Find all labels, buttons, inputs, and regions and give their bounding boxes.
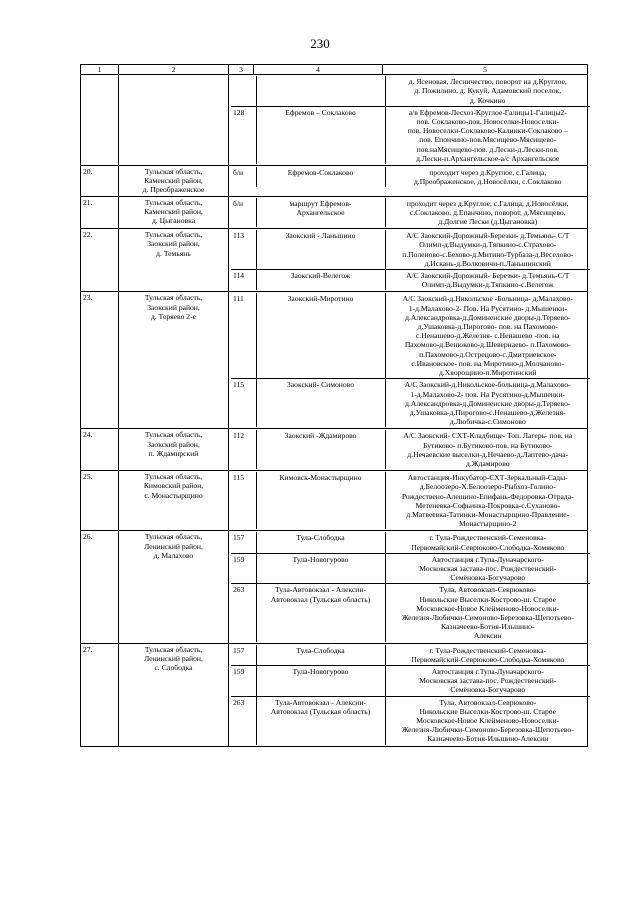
route-row bbox=[231, 198, 590, 228]
route-path-line: Бутиково- п.Бутиково-пов. на Бутиково- bbox=[423, 440, 553, 450]
route-path-cell bbox=[385, 230, 590, 269]
routes-cell bbox=[229, 166, 588, 197]
route-path-line: 1-д.Малахово-2- Пов. На Русятино- д.Мышенки- bbox=[408, 303, 567, 313]
route-name-line: Автовокзал (Тульская область) bbox=[270, 706, 371, 716]
route-number: 111 bbox=[231, 293, 256, 378]
route-name-line: Автовокзал (Тульская область) bbox=[270, 594, 371, 604]
route-name-cell bbox=[256, 106, 385, 164]
settlement-cell bbox=[119, 429, 229, 471]
route-path-line: д.Нечаевские выселки-д.Нечаево-д.Лаптево-дача- bbox=[407, 449, 569, 459]
route-path-line: д.Ждамирово bbox=[465, 458, 510, 468]
route-number: 128 bbox=[233, 107, 245, 117]
route-path-line: Автостанция-Инкубатор-СХТ-Зеркальный-Сады- bbox=[407, 473, 568, 483]
route-row bbox=[231, 270, 590, 291]
settlement-line: д. Теряево 2-е bbox=[151, 311, 196, 321]
route-path-line: д.Белоозеро-Х.Белоозеро-Рыбхоз-Голино- bbox=[419, 482, 556, 492]
routes-table bbox=[80, 64, 588, 747]
route-number: 112 bbox=[233, 431, 245, 441]
route-path-line: пов.наМясищево-пов. д.Лески-д.Лески-пов. bbox=[416, 144, 559, 154]
route-name-cell bbox=[256, 76, 385, 106]
route-path-line: Олимп-д.Выдумки-д.Тяпкино-с.Страхово- bbox=[419, 240, 557, 250]
route-name-line: маршрут Ефремов- bbox=[289, 198, 352, 208]
route-row bbox=[231, 293, 590, 378]
table-row bbox=[81, 166, 588, 197]
row-number bbox=[81, 75, 119, 166]
settlement-cell bbox=[119, 643, 229, 746]
settlement-line: Тульская область, bbox=[144, 430, 203, 440]
route-path-line: А/С Заокский- СХТ-Кладбище- Топ. Лагерь- пов. на bbox=[403, 431, 573, 441]
route-path-line: Метеневка-Софьинка-Покровка-с.Суханово- bbox=[415, 500, 560, 510]
settlement-line: Ленинский район, bbox=[144, 653, 203, 663]
table-body bbox=[81, 75, 588, 746]
route-path-cell bbox=[385, 167, 590, 187]
route-path-line: Тула, Автовокзал-Севрюково- bbox=[439, 585, 537, 595]
settlement-line: Тульская область, bbox=[144, 230, 203, 240]
settlement-line: д. Цыгановка bbox=[151, 216, 196, 226]
routes-subtable bbox=[231, 645, 590, 745]
table-header-row bbox=[81, 65, 588, 75]
routes-cell bbox=[229, 643, 588, 746]
routes-subtable bbox=[231, 230, 590, 290]
route-path-line: с.Соклаково, д.Епанчино, поворот, д.Мясищево, bbox=[409, 207, 566, 217]
route-path-line: А/С Заокский-Дорожный-Березки- д.Темьянь- С/Т bbox=[406, 231, 570, 241]
route-row bbox=[231, 532, 590, 553]
route-name-line: Заокский-Велегож bbox=[290, 271, 351, 281]
route-path-line: Алексин bbox=[473, 631, 502, 641]
route-path-line: Никольские Выселки-Кострово-ш. Старое bbox=[419, 706, 557, 716]
route-name-cell bbox=[256, 293, 385, 378]
route-path-line: Казначеево-Ботня-Ильшино-Алексин bbox=[427, 734, 549, 744]
route-number: 159 bbox=[231, 665, 256, 696]
settlement-line: Тульская область, bbox=[144, 197, 203, 207]
route-name-line: Архангельское bbox=[296, 207, 345, 217]
route-number: 113 bbox=[231, 230, 256, 269]
route-path-cell bbox=[385, 696, 590, 745]
route-path-cell bbox=[385, 532, 590, 553]
route-number: 157 bbox=[231, 532, 256, 553]
route-path-line: Автостанция г.Тула-Луначарского- bbox=[431, 554, 544, 564]
row-number: 23. bbox=[81, 292, 119, 429]
table-row bbox=[81, 429, 588, 471]
route-path-line: г. Тула-Рождественский-Семеновка- bbox=[429, 645, 547, 655]
table-row bbox=[81, 292, 588, 429]
routes-subtable bbox=[231, 167, 590, 187]
route-number: 114 bbox=[233, 271, 245, 281]
settlement-line: Заокский район, bbox=[147, 439, 200, 449]
route-path-cell bbox=[385, 553, 590, 584]
route-name-line: Тула-Автовокзал - Алексин- bbox=[275, 697, 366, 707]
settlement-line: д. Малахово bbox=[153, 550, 194, 560]
header-col-5: 5 bbox=[383, 65, 588, 75]
route-path-line: д.Матвеевка-Татинки-Монастырщино-Правление- bbox=[406, 509, 570, 519]
settlement-line: Тульская область, bbox=[144, 293, 203, 303]
route-row bbox=[231, 584, 590, 642]
route-path-line: пов. Новоселки-Соклаково-Калинки-Соклаково – bbox=[407, 126, 568, 136]
settlement-line: Каменский район, bbox=[144, 176, 203, 186]
route-name-cell bbox=[256, 230, 385, 269]
route-name-line: Заокский- Симоново bbox=[286, 380, 354, 390]
route-path-line: д.Александровка-д.Доминенские дворы-д.Теряево- bbox=[405, 398, 571, 408]
table-row bbox=[81, 643, 588, 746]
header-col-1: 1 bbox=[81, 65, 119, 75]
table-row bbox=[81, 471, 588, 531]
route-row bbox=[231, 430, 590, 469]
route-path-line: Первомайский-Севрюково-Слободка-Хомяково bbox=[411, 654, 565, 664]
route-name-cell bbox=[256, 665, 385, 696]
row-number: 20. bbox=[81, 166, 119, 197]
routes-subtable bbox=[231, 198, 590, 228]
settlement-cell bbox=[119, 531, 229, 643]
route-number bbox=[231, 76, 256, 106]
settlement-cell bbox=[119, 166, 229, 197]
settlement-line: д. Преображенское bbox=[142, 185, 205, 195]
route-name-line: Заокский-Миротино bbox=[287, 294, 354, 304]
route-path-line: Московское-Новое Клейменово-Новоселки- bbox=[416, 716, 560, 725]
route-number: 263 bbox=[233, 585, 245, 595]
route-path-line: с.Ивановское- пов. на Миротино-д.Молчаново- bbox=[411, 358, 565, 368]
route-path-line: пов. Епончино-пов.Мясищево-Мясищево- bbox=[419, 135, 557, 145]
settlement-line: Тульская область, bbox=[144, 472, 203, 482]
route-path-line: д. Ясеновая, Лесничество, поворот на д.Круглое, bbox=[408, 77, 567, 87]
route-path-cell bbox=[385, 76, 590, 106]
route-path-line: Московское-Новое Клейменово-Новоселки- bbox=[416, 603, 560, 613]
route-path-line: проходит через д.Круглое, с.Галица, bbox=[429, 168, 547, 178]
route-name-cell bbox=[256, 645, 385, 666]
route-path-line: А/С Заокский-Дорожный- Березки- д.Темьянь-С/Т bbox=[406, 271, 570, 281]
route-row bbox=[231, 167, 590, 187]
route-path-line: д.Преображенское, д.Новосёлки, с.Соклаково bbox=[413, 177, 562, 187]
route-name-cell bbox=[256, 167, 385, 187]
route-path-line: д. Пожилино, д. Кукуй, Адамовский поселок, bbox=[414, 86, 562, 96]
route-path-line: пов. Соклаково-пов. Новоселки-Новоселки- bbox=[416, 117, 560, 127]
route-path-line: с.Ненашево-д.Железня- с.Ненашево -пов. на bbox=[415, 331, 560, 341]
route-path-line: Олимп-д.Выдумки-д.Тяпкино-с.Велегож bbox=[421, 280, 554, 290]
routes-cell bbox=[229, 292, 588, 429]
route-number: б/н bbox=[233, 198, 244, 208]
route-number: 157 bbox=[231, 645, 256, 666]
route-name-line: Заокский -Ждамирово bbox=[284, 431, 357, 441]
routes-cell bbox=[229, 196, 588, 229]
routes-cell bbox=[229, 471, 588, 531]
settlement-cell bbox=[119, 229, 229, 292]
route-name-cell bbox=[256, 430, 385, 469]
route-name-cell bbox=[256, 379, 385, 428]
route-path-line: д.Хворощино-п.Миротинский bbox=[439, 368, 537, 378]
route-path-cell bbox=[385, 293, 590, 378]
settlement-cell bbox=[119, 75, 229, 166]
routes-cell bbox=[229, 531, 588, 643]
route-path-line: д. Кочкино bbox=[470, 95, 506, 105]
header-col-4: 4 bbox=[254, 65, 383, 75]
route-path-line: Тула, Автовокзал-Севрюково- bbox=[439, 697, 537, 707]
routes-subtable bbox=[231, 430, 590, 469]
route-path-line: д.Ушаковка-д.Пирогово-с.Ненашево-д.Железня- bbox=[409, 407, 566, 417]
route-path-line: Московская застава-пос. Рождественский- bbox=[419, 676, 557, 686]
route-path-line: Рождествено-Алешино-Епифань-Федоровка-Отрада- bbox=[401, 491, 574, 501]
route-path-cell bbox=[385, 379, 590, 428]
row-number: 22. bbox=[81, 229, 119, 292]
route-path-cell bbox=[385, 106, 590, 164]
settlement-line: Тульская область, bbox=[144, 644, 203, 654]
settlement-line: Тульская область, bbox=[144, 532, 203, 542]
routes-subtable bbox=[231, 76, 590, 164]
settlement-line: Заокский район, bbox=[147, 302, 200, 312]
settlement-line: д. Темьянь bbox=[156, 248, 191, 258]
route-name-cell bbox=[256, 198, 385, 228]
route-name-line: Ефремов-Соклаково bbox=[287, 168, 354, 178]
table-row bbox=[81, 196, 588, 229]
settlement-line: Ленинский район, bbox=[144, 541, 203, 551]
settlement-cell bbox=[119, 196, 229, 229]
row-number: 24. bbox=[81, 429, 119, 471]
settlement-line: Кимовский район, bbox=[143, 481, 204, 491]
route-name-line: Тула-Новогурово bbox=[292, 666, 349, 676]
header-col-3: 3 bbox=[229, 65, 254, 75]
route-number: 115 bbox=[233, 473, 245, 483]
route-path-line: д.Ушаковка-д.Пирогово- пов. на Пахомово- bbox=[417, 322, 558, 332]
route-path-cell bbox=[385, 665, 590, 696]
row-number: 26. bbox=[81, 531, 119, 643]
page-number: 230 bbox=[310, 36, 330, 51]
route-path-cell bbox=[385, 270, 590, 291]
route-row bbox=[231, 645, 590, 666]
route-path-line: Автостанция г.Тула-Луначарского- bbox=[431, 666, 544, 676]
route-path-cell bbox=[385, 430, 590, 469]
route-path-line: Казначеево-Ботня-Ильшино- bbox=[441, 622, 535, 632]
route-name-cell bbox=[256, 472, 385, 529]
route-name-line: Ефремов – Соклаково bbox=[285, 107, 356, 117]
route-path-cell bbox=[385, 645, 590, 666]
settlement-line: с. Монастырщино bbox=[144, 490, 203, 500]
route-path-line: д.Лески-п.Архангельское-а/с Архангельское bbox=[416, 153, 560, 163]
settlement-line: с. Слободка bbox=[154, 662, 193, 672]
table-row bbox=[81, 531, 588, 643]
route-path-line: А/С Заокский-д.Никольское -Больница- д.Малахово- bbox=[402, 294, 573, 304]
route-path-line: Пахомово-д.Венюково-д.Шевернаево- п.Пахомово- bbox=[404, 340, 571, 350]
table-row bbox=[81, 229, 588, 292]
route-path-line: Железня-Любички-Симоново-Березовка-Щепотьево- bbox=[401, 725, 574, 735]
route-row bbox=[231, 230, 590, 269]
route-row bbox=[231, 665, 590, 696]
row-number: 27. bbox=[81, 643, 119, 746]
route-path-line: д.Александровка-д.Доминенские дворы-д.Теряево- bbox=[405, 312, 571, 322]
route-path-line: д.Долгие Лески (д.Цыгановка) bbox=[438, 217, 538, 227]
route-name-line: Заокский - Ланьшино bbox=[285, 231, 356, 241]
route-name-line: Тула-Новогурово bbox=[292, 554, 349, 564]
routes-subtable bbox=[231, 293, 590, 427]
settlement-cell bbox=[119, 292, 229, 429]
route-path-line: Первомайский-Севрюково-Слободка-Хомяково bbox=[411, 542, 565, 552]
route-number: б/н bbox=[233, 168, 244, 178]
table-row bbox=[81, 75, 588, 166]
route-name-cell bbox=[256, 553, 385, 584]
routes-subtable bbox=[231, 532, 590, 641]
route-path-cell bbox=[385, 472, 590, 529]
settlement-cell bbox=[119, 471, 229, 531]
route-name-line: Кимовск-Монастырщино bbox=[279, 473, 362, 483]
route-path-line: Железня-Любички-Симоново-Березовка-Щепотьево- bbox=[401, 612, 574, 622]
route-path-line: Московская застава-пос. Рождественский- bbox=[419, 563, 557, 573]
settlement-line: п. Ждамирский bbox=[148, 448, 199, 458]
route-path-line: А/С Заокский-д.Никольское-больница-д.Малахово- bbox=[404, 380, 571, 390]
route-number: 115 bbox=[233, 380, 245, 390]
route-path-line: Семёновка-Богучарово bbox=[450, 685, 526, 695]
route-row bbox=[231, 379, 590, 428]
route-path-line: п.Пахомово-д.Острецово-с.Дмитриевское- bbox=[419, 349, 557, 359]
route-path-line: проходит через д.Круглое, с.Галица, д.Новосёлки, bbox=[406, 198, 569, 208]
route-path-line: 1-д.Малахово-2- пов. На Русятино-д.Мышенки- bbox=[410, 389, 566, 399]
route-name-line: Тула-Автовокзал - Алексин- bbox=[275, 585, 366, 595]
route-name-line: Тула-Слободка bbox=[296, 645, 345, 655]
route-name-cell bbox=[256, 532, 385, 553]
routes-subtable bbox=[231, 472, 590, 529]
row-number: 21. bbox=[81, 196, 119, 229]
routes-cell bbox=[229, 429, 588, 471]
route-row bbox=[231, 106, 590, 164]
routes-cell bbox=[229, 229, 588, 292]
route-path-line: д.Любичка-с.Симоново bbox=[449, 417, 526, 427]
route-path-line: Монастырщино-2 bbox=[459, 519, 517, 529]
row-number: 25. bbox=[81, 471, 119, 531]
route-path-line: а/в Ефремов-Лесхоз-Круглое-Галицы1-Галицы2- bbox=[408, 107, 567, 117]
route-path-line: Семёновка-Богучарово bbox=[450, 573, 526, 583]
route-name-cell bbox=[256, 584, 385, 642]
header-col-2: 2 bbox=[119, 65, 229, 75]
route-name-line: Тула-Слободка bbox=[296, 533, 345, 543]
route-path-cell bbox=[385, 584, 590, 642]
route-path-line: г. Тула-Рождественский-Семеновка- bbox=[429, 533, 547, 543]
route-number: 159 bbox=[231, 553, 256, 584]
settlement-line: Заокский район, bbox=[147, 239, 200, 249]
routes-cell bbox=[229, 75, 588, 166]
settlement-line: Каменский район, bbox=[144, 206, 203, 216]
route-row bbox=[231, 76, 590, 106]
settlement-line: Тульская область, bbox=[144, 167, 203, 177]
route-number: 263 bbox=[233, 697, 245, 707]
route-path-line: п.Поленово-с.Бехово-д.Митино-Турбаза-д.Веселово- bbox=[402, 249, 574, 259]
route-path-line: Никольские Выселки-Кострово-ш. Старое bbox=[419, 594, 557, 604]
route-row bbox=[231, 472, 590, 529]
route-row bbox=[231, 553, 590, 584]
route-path-line: д.Искань-д.Волковичи-п.Ланьшинский bbox=[424, 258, 551, 268]
route-name-cell bbox=[256, 270, 385, 291]
route-row bbox=[231, 696, 590, 745]
route-path-cell bbox=[385, 198, 590, 228]
route-name-cell bbox=[256, 696, 385, 745]
